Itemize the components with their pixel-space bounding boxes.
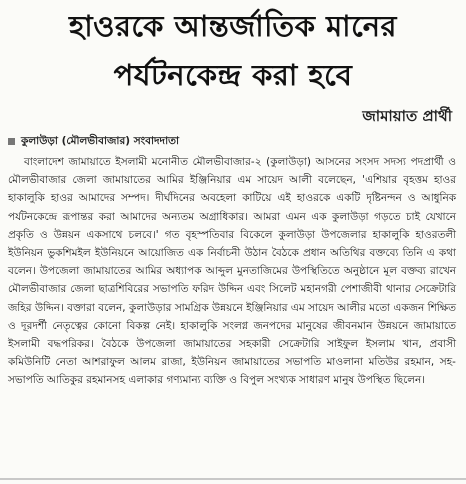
dateline	[8, 133, 179, 149]
headline-shoulder: জামায়াত প্রার্থী	[362, 107, 452, 125]
article-body: বাংলাদেশ জামায়াতে ইসলামী মনোনীত মৌলভীবাজার-২ (কুলাউড়া) আসনের সংসদ সদস্য পদপ্রার্থী ও মৌলভীবাজার জেলা জামায়াতের আমির ইঞ্জিনিয়ার এম সায়েদ আলী বলেছেন, 'এশিয়ার বৃহত্তম হাওর হাকালুকি হাওর আমাদের সম্পদ। দীর্ঘদিনের অবহেলা কাটিয়ে এই হাওরকে একটি দৃষ্টিনন্দন ও আধুনিক পর্যটনকেন্দ্রে রূপান্তর করা আমাদের অন্যতম অগ্রাধিকার। আমরা এমন এক কুলাউড়া গড়তে চাই যেখানে প্রকৃতি ও উন্নয়ন একসাথে চলবে।' গত বৃহস্পতিবার বিকেলে কুলাউড়া উপজেলার হাকালুকি হাওরতলী ইউনিয়ন ভুকশিমইল ইউনিয়নে আয়োজিত এক নির্বাচনী উঠান বৈঠকে প্রধান অতিথির বক্তব্যে তিনি এ কথা বলেন। উপজেলা জামায়াতের আমির অধ্যাপক আব্দুল মুনতাজিমের উপস্থিতিতে অনুষ্ঠানে মূল বক্তব্য রাখেন মৌলভীবাজার জেলা ছাত্রশিবিরের সভাপতি ফরিদ উদ্দিন এবং সিলেট মহানগরী পেশাজীবী থানার সেক্রেটারি জহির উদ্দিন। বক্তারা বলেন, কুলাউড়ার সামগ্রিক উন্নয়নে ইঞ্জিনিয়ার এম সায়েদ আলীর মতো একজন শিক্ষিত ও দূরদর্শী নেতৃত্বের কোনো বিকল্প নেই। হাকালুকি সংলগ্ন জনপদের মানুষের জীবনমান উন্নয়নে জামায়াতে ইসলামী বদ্ধপরিকর। বৈঠকে উপজেলা জামায়াতের সহকারী সেক্রেটারি সাইফুল ইসলাম খান, প্রবাসী কমিউনিটি নেতা আশরাফুল আলম রাজা, ইউনিয়ন জামায়াতের সভাপতি মাওলানা মতিউর রহমান, সহ-সভাপতি আতিকুর রহমানসহ এলাকার গণ্যমান্য ব্যক্তি ও বিপুল সংখ্যক সাধারণ মানুষ উপস্থিত ছিলেন।	[8, 156, 456, 387]
headline-line-2: পর্যটনকেন্দ্র করা হবে	[113, 58, 353, 92]
dateline-text: কুলাউড়া (মৌলভীবাজার) সংবাদদাতা	[21, 135, 180, 147]
headline-line-1: হাওরকে আন্তর্জাতিক মানের	[68, 9, 398, 43]
bottom-divider	[0, 478, 466, 480]
dateline-bullet-icon	[8, 138, 15, 145]
